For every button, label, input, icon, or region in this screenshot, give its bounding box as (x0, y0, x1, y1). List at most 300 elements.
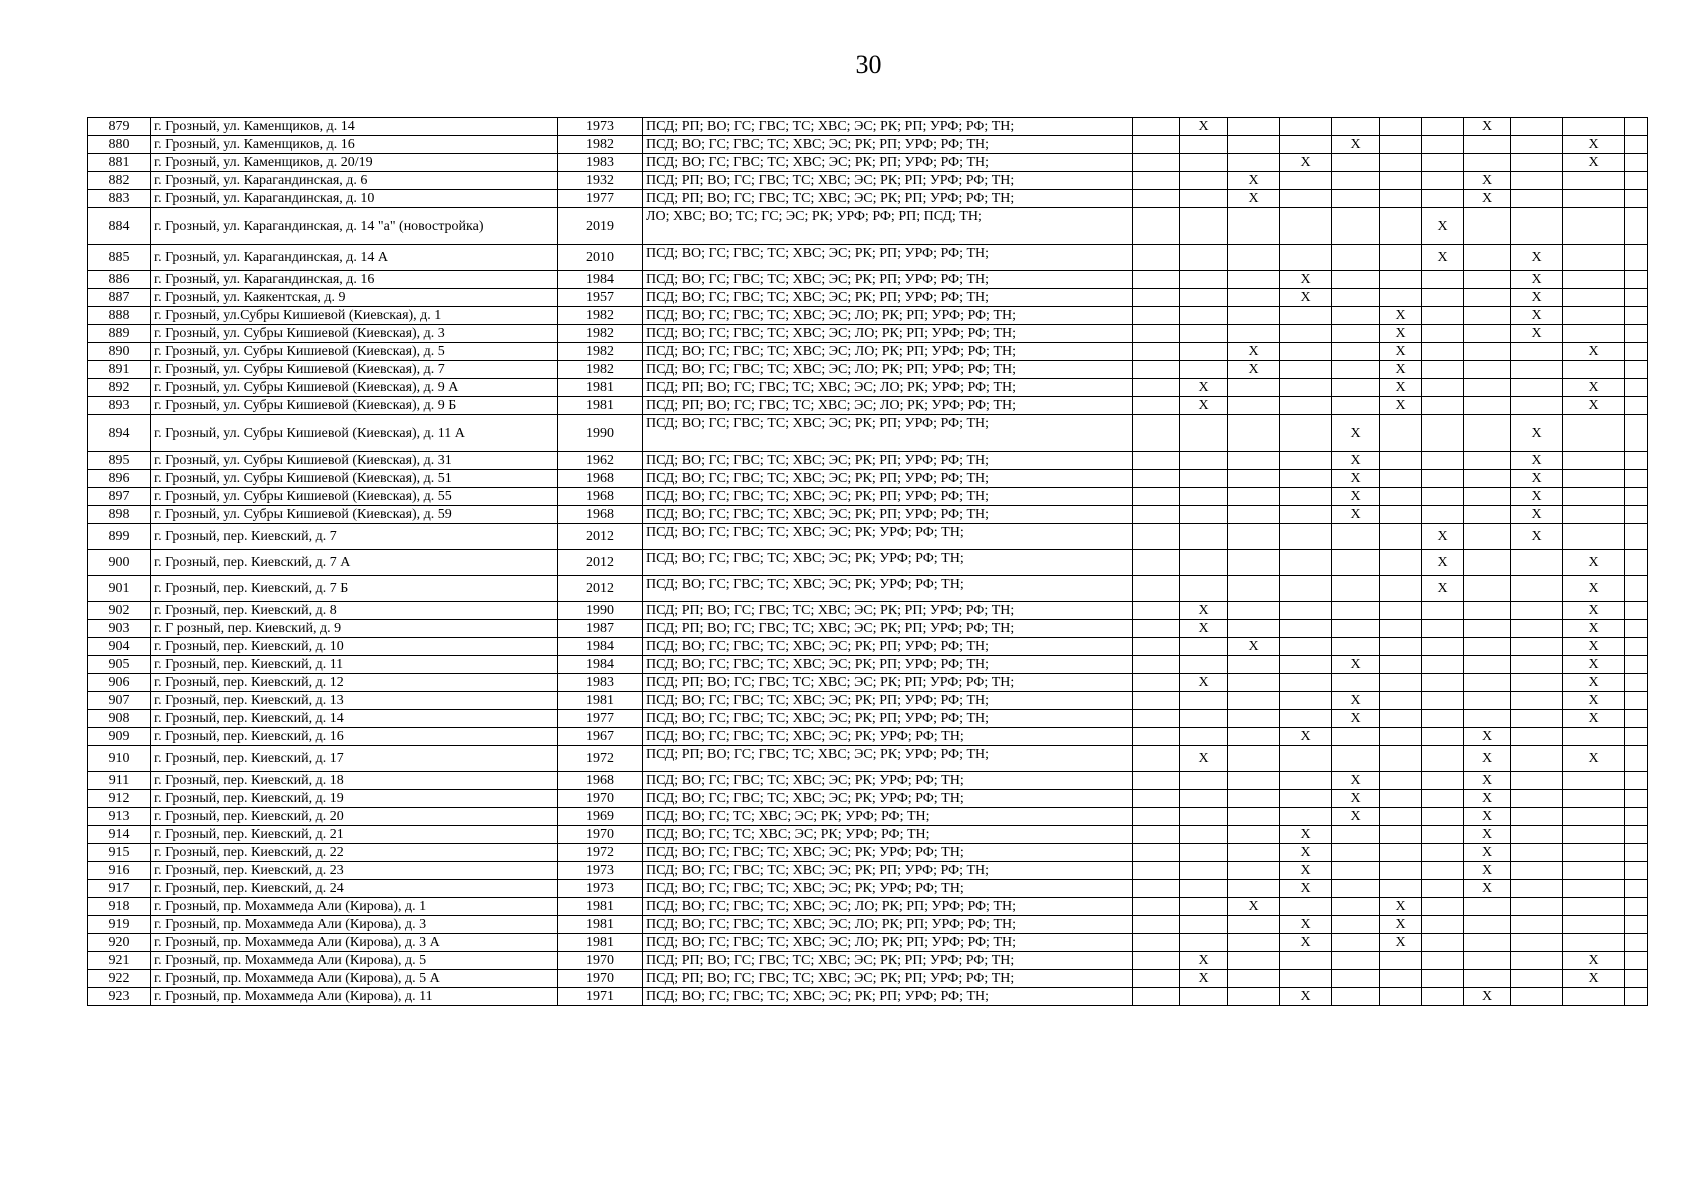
mark-cell-empty (1625, 710, 1648, 728)
mark-cell (1133, 674, 1180, 692)
mark-cell (1133, 576, 1180, 602)
building-elements-cell: ПСД; РП; ВО; ГС; ГВС; ТС; ХВС; ЭС; РК; УРФ; РФ; ТН; (643, 746, 1133, 772)
mark-cell: X (1228, 638, 1280, 656)
mark-cell (1133, 415, 1180, 452)
mark-cell: X (1228, 172, 1280, 190)
mark-cell (1133, 826, 1180, 844)
mark-cell: X (1464, 772, 1511, 790)
mark-cell (1563, 934, 1625, 952)
building-elements-cell: ПСД; ВО; ГС; ГВС; ТС; ХВС; ЭС; РК; РП; УРФ; РФ; ТН; (643, 415, 1133, 452)
mark-cell (1422, 289, 1464, 307)
table-row (88, 844, 1648, 862)
mark-cell: X (1228, 343, 1280, 361)
mark-cell: X (1511, 524, 1563, 550)
mark-cell: X (1280, 154, 1332, 172)
address-cell: г. Грозный, ул. Субры Кишиевой (Киевская), д. 9 Б (151, 397, 558, 415)
building-elements-cell: ПСД; ВО; ГС; ГВС; ТС; ХВС; ЭС; ЛО; РК; РП; УРФ; РФ; ТН; (643, 898, 1133, 916)
mark-cell-empty (1625, 307, 1648, 325)
mark-cell (1464, 524, 1511, 550)
mark-cell (1422, 136, 1464, 154)
mark-cell (1422, 862, 1464, 880)
mark-cell (1133, 952, 1180, 970)
mark-cell (1511, 154, 1563, 172)
mark-cell-empty (1625, 379, 1648, 397)
mark-cell-empty (1625, 772, 1648, 790)
mark-cell (1332, 397, 1380, 415)
address-cell: г. Грозный, пр. Мохаммеда Али (Кирова), д. 3 (151, 916, 558, 934)
mark-cell (1228, 970, 1280, 988)
mark-cell: X (1511, 325, 1563, 343)
mark-cell (1180, 488, 1228, 506)
table-row (88, 379, 1648, 397)
mark-cell (1280, 190, 1332, 208)
mark-cell (1133, 488, 1180, 506)
mark-cell (1563, 118, 1625, 136)
building-elements-cell: ПСД; ВО; ГС; ГВС; ТС; ХВС; ЭС; РК; РП; УРФ; РФ; ТН; (643, 656, 1133, 674)
row-number-cell: 902 (88, 602, 151, 620)
mark-cell (1380, 208, 1422, 245)
mark-cell-empty (1625, 506, 1648, 524)
mark-cell-empty (1625, 136, 1648, 154)
table-row (88, 118, 1648, 136)
mark-cell (1563, 862, 1625, 880)
table-row (88, 620, 1648, 638)
building-elements-cell: ПСД; РП; ВО; ГС; ГВС; ТС; ХВС; ЭС; РК; РП; УРФ; РФ; ТН; (643, 674, 1133, 692)
mark-cell (1180, 692, 1228, 710)
mark-cell: X (1563, 602, 1625, 620)
mark-cell: X (1332, 772, 1380, 790)
mark-cell (1563, 808, 1625, 826)
mark-cell (1280, 488, 1332, 506)
mark-cell-empty (1625, 692, 1648, 710)
mark-cell (1563, 988, 1625, 1006)
mark-cell (1180, 307, 1228, 325)
mark-cell (1464, 550, 1511, 576)
mark-cell (1511, 934, 1563, 952)
address-cell: г. Грозный, ул. Карагандинская, д. 6 (151, 172, 558, 190)
mark-cell-empty (1625, 208, 1648, 245)
mark-cell (1380, 952, 1422, 970)
table-row (88, 154, 1648, 172)
mark-cell (1133, 245, 1180, 271)
mark-cell (1280, 118, 1332, 136)
mark-cell (1563, 470, 1625, 488)
mark-cell (1332, 620, 1380, 638)
row-number-cell: 892 (88, 379, 151, 397)
year-cell: 2012 (558, 576, 643, 602)
mark-cell (1180, 844, 1228, 862)
year-cell: 1981 (558, 397, 643, 415)
mark-cell (1332, 862, 1380, 880)
mark-cell (1133, 154, 1180, 172)
mark-cell (1464, 343, 1511, 361)
mark-cell (1180, 638, 1228, 656)
row-number-cell: 886 (88, 271, 151, 289)
table-row (88, 289, 1648, 307)
mark-cell: X (1228, 361, 1280, 379)
building-elements-cell: ПСД; ВО; ГС; ГВС; ТС; ХВС; ЭС; РК; РП; УРФ; РФ; ТН; (643, 271, 1133, 289)
mark-cell (1511, 638, 1563, 656)
building-elements-cell: ПСД; ВО; ГС; ТС; ХВС; ЭС; РК; УРФ; РФ; ТН; (643, 826, 1133, 844)
year-cell: 2019 (558, 208, 643, 245)
mark-cell: X (1332, 808, 1380, 826)
mark-cell (1332, 674, 1380, 692)
building-elements-cell: ПСД; РП; ВО; ГС; ГВС; ТС; ХВС; ЭС; РК; РП; УРФ; РФ; ТН; (643, 970, 1133, 988)
mark-cell (1511, 397, 1563, 415)
mark-cell (1464, 934, 1511, 952)
mark-cell (1133, 506, 1180, 524)
row-number-cell: 896 (88, 470, 151, 488)
mark-cell (1563, 452, 1625, 470)
mark-cell (1422, 934, 1464, 952)
mark-cell (1332, 916, 1380, 934)
mark-cell-empty (1625, 620, 1648, 638)
mark-cell (1228, 746, 1280, 772)
row-number-cell: 905 (88, 656, 151, 674)
mark-cell: X (1180, 746, 1228, 772)
table-row (88, 325, 1648, 343)
table-row (88, 361, 1648, 379)
mark-cell (1464, 506, 1511, 524)
mark-cell (1511, 916, 1563, 934)
row-number-cell: 917 (88, 880, 151, 898)
building-elements-cell: ПСД; ВО; ГС; ГВС; ТС; ХВС; ЭС; РК; РП; УРФ; РФ; ТН; (643, 862, 1133, 880)
mark-cell: X (1563, 397, 1625, 415)
row-number-cell: 911 (88, 772, 151, 790)
building-elements-cell: ПСД; ВО; ГС; ГВС; ТС; ХВС; ЭС; РК; УРФ; РФ; ТН; (643, 844, 1133, 862)
mark-cell (1563, 488, 1625, 506)
mark-cell-empty (1625, 361, 1648, 379)
mark-cell (1511, 880, 1563, 898)
address-cell: г. Грозный, пер. Киевский, д. 21 (151, 826, 558, 844)
mark-cell (1464, 656, 1511, 674)
mark-cell (1133, 728, 1180, 746)
mark-cell (1380, 506, 1422, 524)
mark-cell (1228, 452, 1280, 470)
mark-cell (1422, 190, 1464, 208)
mark-cell (1180, 880, 1228, 898)
building-elements-cell: ПСД; ВО; ГС; ГВС; ТС; ХВС; ЭС; ЛО; РК; РП; УРФ; РФ; ТН; (643, 343, 1133, 361)
mark-cell (1332, 343, 1380, 361)
row-number-cell: 918 (88, 898, 151, 916)
table-row (88, 550, 1648, 576)
building-elements-cell: ЛО; ХВС; ВО; ТС; ГС; ЭС; РК; УРФ; РФ; РП; ПСД; ТН; (643, 208, 1133, 245)
mark-cell: X (1511, 470, 1563, 488)
mark-cell (1464, 952, 1511, 970)
mark-cell (1133, 620, 1180, 638)
mark-cell (1464, 620, 1511, 638)
mark-cell (1180, 208, 1228, 245)
building-elements-cell: ПСД; РП; ВО; ГС; ГВС; ТС; ХВС; ЭС; РК; РП; УРФ; РФ; ТН; (643, 172, 1133, 190)
year-cell: 1981 (558, 916, 643, 934)
mark-cell (1511, 118, 1563, 136)
mark-cell (1280, 790, 1332, 808)
table-row (88, 692, 1648, 710)
mark-cell (1380, 862, 1422, 880)
table-row (88, 880, 1648, 898)
mark-cell (1380, 728, 1422, 746)
mark-cell: X (1332, 710, 1380, 728)
table-row (88, 602, 1648, 620)
mark-cell (1133, 656, 1180, 674)
mark-cell (1464, 602, 1511, 620)
year-cell: 1968 (558, 506, 643, 524)
mark-cell (1380, 880, 1422, 898)
mark-cell (1280, 524, 1332, 550)
table-row (88, 576, 1648, 602)
mark-cell (1422, 325, 1464, 343)
mark-cell (1422, 746, 1464, 772)
mark-cell (1280, 343, 1332, 361)
address-cell: г. Грозный, ул. Карагандинская, д. 10 (151, 190, 558, 208)
mark-cell (1464, 271, 1511, 289)
row-number-cell: 894 (88, 415, 151, 452)
mark-cell (1563, 728, 1625, 746)
mark-cell (1464, 361, 1511, 379)
row-number-cell: 895 (88, 452, 151, 470)
mark-cell (1280, 576, 1332, 602)
mark-cell (1228, 524, 1280, 550)
mark-cell (1511, 746, 1563, 772)
mark-cell (1332, 118, 1380, 136)
mark-cell (1133, 934, 1180, 952)
mark-cell (1280, 620, 1332, 638)
mark-cell (1511, 970, 1563, 988)
address-cell: г. Грозный, ул. Каменщиков, д. 16 (151, 136, 558, 154)
mark-cell: X (1180, 379, 1228, 397)
mark-cell (1180, 190, 1228, 208)
mark-cell-empty (1625, 638, 1648, 656)
mark-cell (1464, 692, 1511, 710)
address-cell: г. Грозный, ул. Субры Кишиевой (Киевская), д. 3 (151, 325, 558, 343)
mark-cell (1332, 325, 1380, 343)
table-row (88, 245, 1648, 271)
row-number-cell: 897 (88, 488, 151, 506)
mark-cell (1380, 118, 1422, 136)
mark-cell (1228, 916, 1280, 934)
year-cell: 1982 (558, 325, 643, 343)
mark-cell (1280, 379, 1332, 397)
row-number-cell: 882 (88, 172, 151, 190)
mark-cell (1511, 361, 1563, 379)
mark-cell-empty (1625, 898, 1648, 916)
mark-cell (1563, 190, 1625, 208)
mark-cell (1511, 190, 1563, 208)
mark-cell (1380, 710, 1422, 728)
mark-cell-empty (1625, 154, 1648, 172)
row-number-cell: 893 (88, 397, 151, 415)
mark-cell-empty (1625, 172, 1648, 190)
address-cell: г. Грозный, ул. Карагандинская, д. 16 (151, 271, 558, 289)
mark-cell: X (1563, 379, 1625, 397)
mark-cell: X (1563, 952, 1625, 970)
mark-cell (1563, 880, 1625, 898)
year-cell: 2010 (558, 245, 643, 271)
row-number-cell: 914 (88, 826, 151, 844)
mark-cell (1332, 952, 1380, 970)
address-cell: г. Грозный, пер. Киевский, д. 12 (151, 674, 558, 692)
address-cell: г. Грозный, пер. Киевский, д. 7 А (151, 550, 558, 576)
mark-cell (1332, 524, 1380, 550)
mark-cell (1464, 379, 1511, 397)
mark-cell (1511, 790, 1563, 808)
mark-cell: X (1422, 524, 1464, 550)
mark-cell (1228, 772, 1280, 790)
building-elements-cell: ПСД; РП; ВО; ГС; ГВС; ТС; ХВС; ЭС; ЛО; РК; УРФ; РФ; ТН; (643, 397, 1133, 415)
mark-cell: X (1464, 790, 1511, 808)
mark-cell (1563, 325, 1625, 343)
mark-cell (1464, 307, 1511, 325)
mark-cell: X (1464, 118, 1511, 136)
mark-cell (1228, 307, 1280, 325)
address-cell: г. Грозный, пер. Киевский, д. 22 (151, 844, 558, 862)
mark-cell: X (1511, 245, 1563, 271)
building-elements-cell: ПСД; РП; ВО; ГС; ГВС; ТС; ХВС; ЭС; РК; РП; УРФ; РФ; ТН; (643, 602, 1133, 620)
mark-cell (1332, 602, 1380, 620)
mark-cell (1563, 898, 1625, 916)
mark-cell: X (1228, 190, 1280, 208)
mark-cell: X (1332, 790, 1380, 808)
mark-cell (1228, 952, 1280, 970)
mark-cell (1180, 271, 1228, 289)
mark-cell: X (1511, 307, 1563, 325)
mark-cell (1422, 172, 1464, 190)
mark-cell-empty (1625, 988, 1648, 1006)
address-cell: г. Грозный, ул. Каякентская, д. 9 (151, 289, 558, 307)
mark-cell (1422, 710, 1464, 728)
mark-cell (1563, 826, 1625, 844)
year-cell: 1962 (558, 452, 643, 470)
mark-cell: X (1280, 934, 1332, 952)
mark-cell (1280, 172, 1332, 190)
mark-cell-empty (1625, 576, 1648, 602)
table-row (88, 952, 1648, 970)
mark-cell (1422, 118, 1464, 136)
mark-cell (1422, 970, 1464, 988)
mark-cell (1422, 674, 1464, 692)
mark-cell (1511, 952, 1563, 970)
mark-cell (1332, 208, 1380, 245)
row-number-cell: 901 (88, 576, 151, 602)
mark-cell-empty (1625, 118, 1648, 136)
mark-cell (1228, 710, 1280, 728)
address-cell: г. Грозный, пер. Киевский, д. 17 (151, 746, 558, 772)
mark-cell: X (1563, 576, 1625, 602)
mark-cell (1380, 620, 1422, 638)
mark-cell (1332, 934, 1380, 952)
mark-cell (1380, 746, 1422, 772)
building-elements-cell: ПСД; ВО; ГС; ГВС; ТС; ХВС; ЭС; ЛО; РК; РП; УРФ; РФ; ТН; (643, 916, 1133, 934)
mark-cell: X (1380, 325, 1422, 343)
year-cell: 1970 (558, 970, 643, 988)
mark-cell (1228, 934, 1280, 952)
mark-cell: X (1332, 506, 1380, 524)
building-elements-cell: ПСД; ВО; ГС; ГВС; ТС; ХВС; ЭС; РК; РП; УРФ; РФ; ТН; (643, 452, 1133, 470)
row-number-cell: 913 (88, 808, 151, 826)
building-elements-cell: ПСД; ВО; ГС; ГВС; ТС; ХВС; ЭС; ЛО; РК; РП; УРФ; РФ; ТН; (643, 934, 1133, 952)
mark-cell (1422, 790, 1464, 808)
mark-cell (1464, 397, 1511, 415)
mark-cell (1332, 550, 1380, 576)
mark-cell (1280, 506, 1332, 524)
mark-cell: X (1511, 415, 1563, 452)
year-cell: 1977 (558, 710, 643, 728)
mark-cell: X (1464, 844, 1511, 862)
mark-cell-empty (1625, 289, 1648, 307)
mark-cell (1133, 325, 1180, 343)
mark-cell (1464, 154, 1511, 172)
mark-cell (1511, 674, 1563, 692)
mark-cell (1380, 488, 1422, 506)
mark-cell (1228, 620, 1280, 638)
mark-cell (1133, 379, 1180, 397)
address-cell: г. Грозный, ул. Субры Кишиевой (Киевская), д. 7 (151, 361, 558, 379)
mark-cell (1280, 808, 1332, 826)
mark-cell-empty (1625, 602, 1648, 620)
mark-cell (1180, 415, 1228, 452)
mark-cell-empty (1625, 880, 1648, 898)
mark-cell (1228, 245, 1280, 271)
mark-cell: X (1332, 470, 1380, 488)
mark-cell: X (1380, 307, 1422, 325)
row-number-cell: 916 (88, 862, 151, 880)
mark-cell (1380, 136, 1422, 154)
mark-cell: X (1380, 361, 1422, 379)
mark-cell (1228, 379, 1280, 397)
address-cell: г. Грозный, пр. Мохаммеда Али (Кирова), д. 1 (151, 898, 558, 916)
mark-cell: X (1380, 898, 1422, 916)
address-cell: г. Грозный, пер. Киевский, д. 14 (151, 710, 558, 728)
mark-cell-empty (1625, 325, 1648, 343)
mark-cell (1380, 826, 1422, 844)
mark-cell: X (1464, 172, 1511, 190)
building-elements-cell: ПСД; ВО; ГС; ГВС; ТС; ХВС; ЭС; РК; РП; УРФ; РФ; ТН; (643, 692, 1133, 710)
mark-cell (1228, 808, 1280, 826)
address-cell: г. Грозный, пер. Киевский, д. 24 (151, 880, 558, 898)
row-number-cell: 912 (88, 790, 151, 808)
mark-cell (1422, 415, 1464, 452)
mark-cell (1228, 488, 1280, 506)
row-number-cell: 883 (88, 190, 151, 208)
mark-cell (1280, 656, 1332, 674)
mark-cell (1332, 245, 1380, 271)
address-cell: г. Грозный, пер. Киевский, д. 11 (151, 656, 558, 674)
mark-cell (1228, 728, 1280, 746)
year-cell: 1983 (558, 674, 643, 692)
mark-cell (1380, 772, 1422, 790)
mark-cell (1380, 602, 1422, 620)
mark-cell (1422, 271, 1464, 289)
table-row (88, 790, 1648, 808)
table-row (88, 524, 1648, 550)
mark-cell (1280, 245, 1332, 271)
mark-cell (1380, 470, 1422, 488)
address-cell: г. Грозный, ул. Карагандинская, д. 14 "а" (новостройка) (151, 208, 558, 245)
mark-cell-empty (1625, 190, 1648, 208)
mark-cell (1464, 710, 1511, 728)
mark-cell (1563, 916, 1625, 934)
mark-cell (1180, 656, 1228, 674)
mark-cell (1422, 343, 1464, 361)
mark-cell (1511, 898, 1563, 916)
mark-cell (1133, 361, 1180, 379)
mark-cell (1133, 844, 1180, 862)
year-cell: 1987 (558, 620, 643, 638)
mark-cell (1133, 790, 1180, 808)
mark-cell: X (1464, 728, 1511, 746)
mark-cell (1228, 602, 1280, 620)
row-number-cell: 881 (88, 154, 151, 172)
